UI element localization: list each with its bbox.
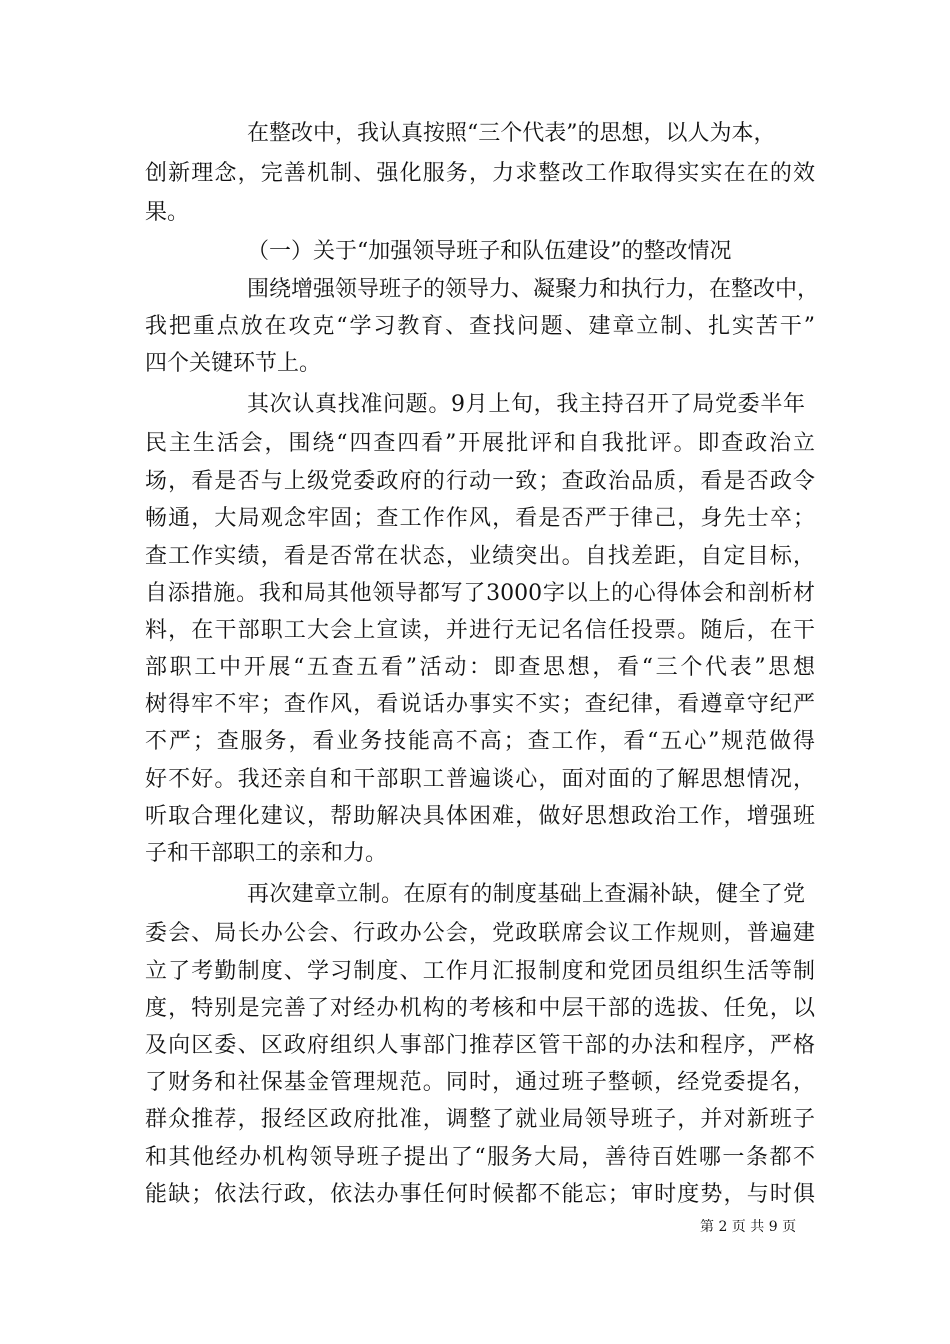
text-line: 立了考勤制度、学习制度、工作月汇报制度和党团员组织生活等制	[145, 959, 815, 984]
text-line: 委会、局长办公会、行政办公会，党政联席会议工作规则，普遍建	[145, 921, 815, 946]
text-line: 能缺；依法行政，依法办事任何时候都不能忘；审时度势，与时俱	[145, 1182, 815, 1207]
text-line: 和其他经办机构领导班子提出了“服务大局，善待百姓哪一条都不	[145, 1145, 815, 1170]
section-heading: （一）关于“加强领导班子和队伍建设”的整改情况	[247, 239, 732, 264]
text-line: 不严；查服务，看业务技能高不高；查工作，看“五心”规范做得	[145, 729, 815, 754]
text-line: 在整改中，我认真按照“三个代表”的思想，以人为本，	[247, 121, 776, 146]
text-line: 群众推荐，报经区政府批准，调整了就业局领导班子，并对新班子	[145, 1107, 815, 1132]
text-line: 料，在干部职工大会上宣读，并进行无记名信任投票。随后，在干	[145, 618, 815, 643]
text-line: 树得牢不牢；查作风，看说话办事实不实；查纪律，看遵章守纪严	[145, 692, 815, 717]
text-line: 子和干部职工的亲和力。	[145, 841, 388, 866]
text-line: 其次认真找准问题。9月上旬，我主持召开了局党委半年	[247, 392, 805, 417]
text-line: 部职工中开展“五查五看”活动：即查思想，看“三个代表”思想	[145, 655, 815, 680]
text-line: 及向区委、区政府组织人事部门推荐区管干部的办法和程序，严格	[145, 1033, 815, 1058]
text-line: 了财务和社保基金管理规范。同时，通过班子整顿，经党委提名，	[145, 1070, 815, 1095]
text-line: 再次建章立制。在原有的制度基础上查漏补缺，健全了党	[247, 882, 805, 907]
text-line: 我把重点放在攻克“学习教育、查找问题、建章立制、扎实苦干”	[145, 314, 815, 339]
text-line: 果。	[145, 200, 190, 225]
text-line: 查工作实绩，看是否常在状态，业绩突出。自找差距，自定目标，	[145, 544, 815, 569]
text-line: 民主生活会，围绕“四查四看”开展批评和自我批评。即查政治立	[145, 431, 815, 456]
text-line: 畅通，大局观念牢固；查工作作风，看是否严于律己，身先士卒；	[145, 506, 815, 531]
text-line: 好不好。我还亲自和干部职工普遍谈心，面对面的了解思想情况，	[145, 767, 815, 792]
text-line: 场，看是否与上级党委政府的行动一致；查政治品质，看是否政令	[145, 469, 815, 494]
text-line: 创新理念，完善机制、强化服务，力求整改工作取得实实在在的效	[145, 161, 815, 186]
text-line: 自添措施。我和局其他领导都写了3000字以上的心得体会和剖析材	[145, 581, 815, 606]
text-line: 度，特别是完善了对经办机构的考核和中层干部的选拔、任免，以	[145, 996, 815, 1021]
page-number: 第 2 页 共 9 页	[700, 1219, 797, 1235]
text-line: 围绕增强领导班子的领导力、凝聚力和执行力，在整改中，	[247, 277, 820, 302]
text-line: 四个关键环节上。	[145, 351, 322, 376]
text-line: 听取合理化建议，帮助解决具体困难，做好思想政治工作，增强班	[145, 804, 815, 829]
